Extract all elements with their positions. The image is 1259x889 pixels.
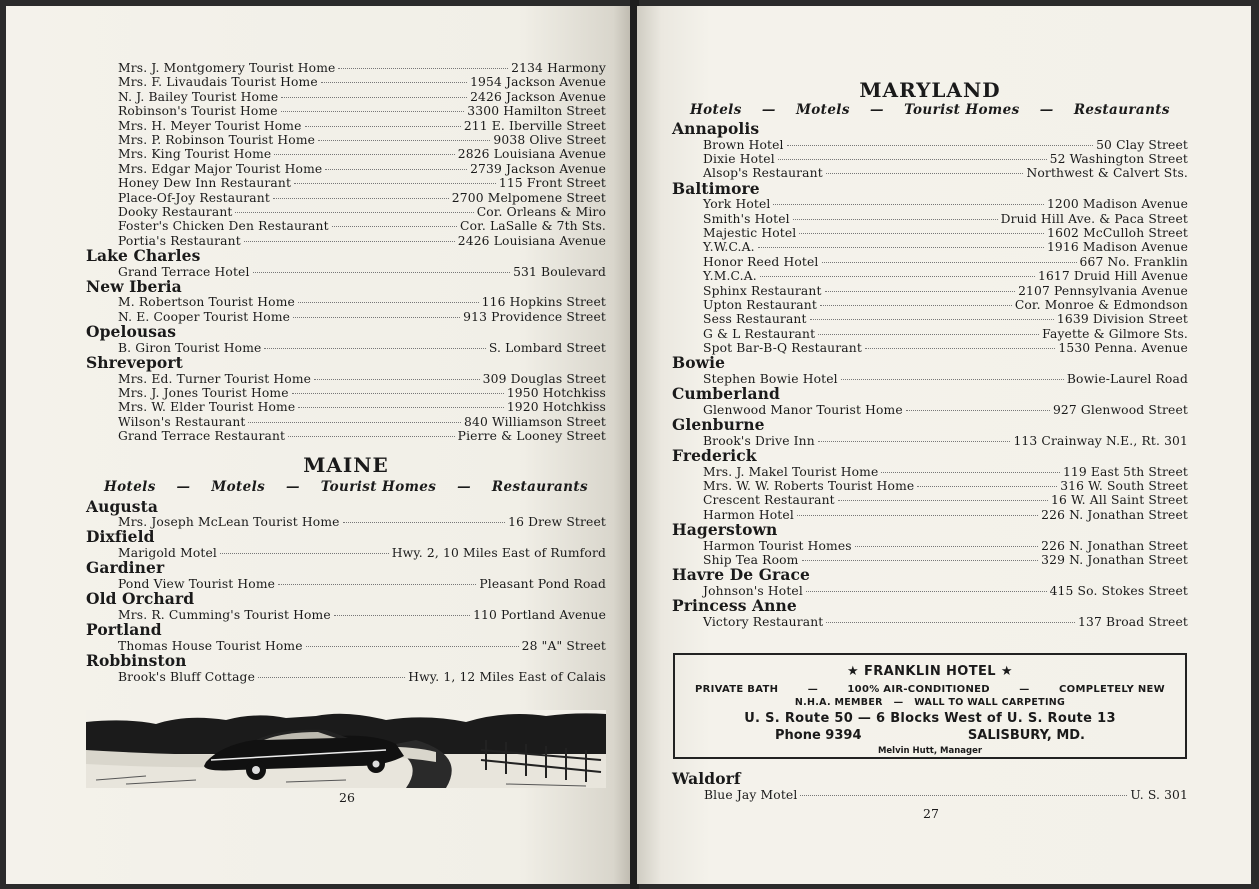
- dot-leader: [343, 522, 506, 523]
- dot-leader: [278, 584, 476, 585]
- new-orleans-continued-list: [86, 61, 606, 248]
- listing-entry: [86, 415, 606, 429]
- listing-entry: [86, 429, 606, 443]
- listing-name: Brown Hotel: [703, 137, 784, 152]
- dot-leader: [760, 276, 1035, 277]
- listing-entry: [672, 615, 1188, 629]
- subhead-item: —: [457, 478, 472, 495]
- category-subheading: [86, 477, 606, 497]
- listing-address: Cor. Monroe & Edmondson: [1014, 297, 1188, 312]
- ad-route-line: U. S. Route 50 — 6 Blocks West of U. S. Route 13: [744, 711, 1116, 726]
- city-heading: Hagerstown: [672, 520, 778, 540]
- listing-entry: [86, 176, 606, 190]
- listing-name: Smith's Hotel: [703, 211, 790, 226]
- listing-entry: [672, 212, 1188, 226]
- left-listing-column: [86, 61, 606, 684]
- dot-leader: [820, 305, 1012, 306]
- listing-name: Foster's Chicken Den Restaurant: [118, 219, 329, 234]
- dot-leader: [818, 441, 1011, 442]
- listing-address: 2107 Pennsylvania Avenue: [1018, 283, 1188, 298]
- listing-name: Honey Dew Inn Restaurant: [118, 176, 292, 191]
- city-heading: Portland: [86, 620, 162, 640]
- listing-address: 110 Portland Avenue: [473, 607, 606, 622]
- city-heading: Annapolis: [672, 119, 760, 138]
- listing-address: 415 So. Stokes Street: [1049, 583, 1188, 598]
- listing-name: G & L Restaurant: [703, 326, 816, 341]
- listing-name: N. E. Cooper Tourist Home: [118, 309, 291, 324]
- listing-address: 16 W. All Saint Street: [1050, 493, 1188, 508]
- dot-leader: [332, 226, 457, 227]
- dot-leader: [264, 348, 485, 349]
- dot-leader: [822, 262, 1077, 263]
- dot-leader: [258, 677, 405, 678]
- listing-name: Mrs. W. Elder Tourist Home: [118, 400, 296, 415]
- listing-name: Place-Of-Joy Restaurant: [118, 190, 270, 205]
- listing-name: Pond View Tourist Home: [118, 576, 276, 591]
- listing-address: 137 Broad Street: [1078, 614, 1188, 629]
- listing-name: Mrs. H. Meyer Tourist Home: [118, 118, 302, 133]
- listing-entry: [86, 219, 606, 233]
- city-heading: Old Orchard: [86, 589, 195, 609]
- dot-leader: [799, 233, 1044, 234]
- franklin-hotel-advertisement: [673, 653, 1187, 759]
- dot-leader: [274, 154, 454, 155]
- listing-name: Marigold Motel: [118, 545, 217, 560]
- dot-leader: [321, 82, 467, 83]
- dot-leader: [273, 198, 449, 199]
- dot-leader: [797, 515, 1038, 516]
- listing-entry: [672, 312, 1188, 326]
- listing-address: 2134 Harmony: [511, 61, 606, 75]
- listing-address: Druid Hill Ave. & Paca Street: [1000, 211, 1188, 226]
- listing-address: 531 Boulevard: [513, 264, 606, 279]
- listing-address: 667 No. Franklin: [1079, 254, 1188, 269]
- dot-leader: [292, 393, 504, 394]
- city-heading: Dixfield: [86, 527, 155, 547]
- dot-leader: [773, 204, 1043, 205]
- dot-leader: [338, 68, 508, 69]
- subhead-item: —: [286, 478, 300, 495]
- listing-name: Grand Terrace Restaurant: [118, 429, 286, 444]
- listing-address: 115 Front Street: [498, 176, 606, 191]
- subhead-item: Hotels: [690, 102, 742, 118]
- left-page: [6, 6, 632, 884]
- listing-name: Portia's Restaurant: [118, 233, 241, 248]
- listing-name: Blue Jay Motel: [704, 787, 798, 802]
- listing-entry: [86, 191, 606, 205]
- dot-leader: [305, 126, 461, 127]
- listing-entry: [86, 608, 606, 622]
- listing-entry: [672, 269, 1188, 283]
- listing-address: S. Lombard Street: [488, 340, 606, 355]
- listing-name: Harmon Hotel: [703, 507, 794, 522]
- listing-name: Honor Reed Hotel: [703, 254, 819, 269]
- listing-entry: [672, 788, 1188, 802]
- ad-amenities-line: [675, 684, 1185, 695]
- listing-address: Cor. Orleans & Miro: [476, 204, 606, 219]
- dot-leader: [855, 546, 1038, 547]
- listing-address: 28 "A" Street: [521, 638, 606, 653]
- listing-entry: [672, 284, 1188, 298]
- listing-entry: [86, 546, 606, 560]
- ad-amenity: 100% AIR-CONDITIONED: [847, 684, 990, 695]
- city-heading: New Iberia: [86, 276, 182, 296]
- listing-address: Pierre & Looney Street: [457, 429, 606, 444]
- listing-name: Alsop's Restaurant: [703, 166, 823, 181]
- listing-name: B. Giron Tourist Home: [118, 340, 262, 355]
- listing-entry: [672, 197, 1188, 211]
- listing-entry: [672, 327, 1188, 341]
- listing-name: Spot Bar-B-Q Restaurant: [703, 341, 862, 356]
- subhead-item: Motels: [211, 478, 266, 495]
- subhead-item: Motels: [795, 102, 850, 118]
- listing-name: Upton Restaurant: [703, 297, 817, 312]
- dot-leader: [758, 247, 1044, 248]
- listing-name: Thomas House Tourist Home: [118, 638, 303, 653]
- listing-name: Glenwood Manor Tourist Home: [703, 402, 903, 417]
- listing-address: 2826 Louisiana Avenue: [457, 147, 606, 162]
- dot-leader: [917, 486, 1057, 487]
- listing-name: M. Robertson Tourist Home: [118, 295, 295, 310]
- city-heading: Robbinston: [86, 651, 187, 671]
- dot-leader: [325, 169, 467, 170]
- dot-leader: [306, 646, 519, 647]
- dot-leader: [793, 219, 998, 220]
- subhead-item: Tourist Homes: [904, 102, 1020, 118]
- dot-leader: [881, 472, 1060, 473]
- dot-leader: [865, 348, 1055, 349]
- listing-name: Wilson's Restaurant: [118, 414, 246, 429]
- listing-address: 113 Crainway N.E., Rt. 301: [1013, 433, 1188, 448]
- ad-city: SALISBURY, MD.: [967, 728, 1085, 743]
- listing-name: Mrs. W. W. Roberts Tourist Home: [703, 479, 915, 494]
- city-heading: Frederick: [672, 446, 757, 466]
- listing-address: 1950 Hotchkiss: [506, 386, 606, 401]
- ad-amenity: —: [807, 684, 819, 695]
- listing-name: Harmon Tourist Homes: [703, 538, 852, 553]
- listing-name: Sess Restaurant: [703, 312, 807, 327]
- listing-entry: [672, 341, 1188, 355]
- listing-name: Mrs. J. Montgomery Tourist Home: [118, 61, 336, 75]
- dot-leader: [838, 500, 1048, 501]
- listing-entry: [86, 515, 606, 529]
- listing-address: 3300 Hamilton Street: [467, 104, 606, 119]
- listing-entry: [86, 295, 606, 309]
- listing-entry: [672, 539, 1188, 553]
- dot-leader: [825, 291, 1015, 292]
- listing-name: Johnson's Hotel: [703, 583, 803, 598]
- listing-address: 329 N. Jonathan Street: [1041, 553, 1188, 568]
- listing-name: Mrs. Edgar Major Tourist Home: [118, 161, 323, 176]
- listing-address: 913 Providence Street: [463, 309, 606, 324]
- listing-name: York Hotel: [703, 197, 771, 212]
- city-heading: Baltimore: [672, 178, 760, 198]
- city-heading: Glenburne: [672, 415, 765, 435]
- listing-entry: [86, 372, 606, 386]
- city-heading: Waldorf: [672, 769, 741, 788]
- listing-address: Fayette & Gilmore Sts.: [1042, 326, 1188, 341]
- listing-name: Dixie Hotel: [703, 151, 775, 166]
- dot-leader: [314, 379, 480, 380]
- city-heading: Princess Anne: [672, 596, 797, 616]
- listing-entry: [86, 162, 606, 176]
- listing-name: Mrs. Ed. Turner Tourist Home: [118, 371, 312, 386]
- dot-leader: [826, 173, 1024, 174]
- listing-entry: [672, 465, 1188, 479]
- listing-address: Pleasant Pond Road: [479, 576, 606, 591]
- listing-name: Mrs. J. Makel Tourist Home: [703, 464, 879, 479]
- dot-leader: [298, 407, 504, 408]
- dot-leader: [298, 302, 479, 303]
- dot-leader: [778, 159, 1047, 160]
- listing-address: 226 N. Jonathan Street: [1041, 538, 1188, 553]
- dot-leader: [318, 140, 490, 141]
- listing-name: Sphinx Restaurant: [703, 283, 822, 298]
- listing-address: 2700 Melpomene Street: [451, 190, 606, 205]
- listing-name: Crescent Restaurant: [703, 493, 835, 508]
- listing-entry: [86, 119, 606, 133]
- listing-address: Cor. LaSalle & 7th Sts.: [460, 219, 606, 234]
- listing-address: 1639 Division Street: [1056, 312, 1188, 327]
- maryland-cities: [672, 121, 1188, 629]
- listing-address: Hwy. 2, 10 Miles East of Rumford: [391, 545, 606, 560]
- listing-entry: [672, 152, 1188, 166]
- subhead-item: Restaurants: [491, 478, 588, 495]
- listing-address: 316 W. South Street: [1060, 479, 1188, 494]
- dot-leader: [244, 241, 455, 242]
- listing-address: 1602 McCulloh Street: [1047, 225, 1188, 240]
- dot-leader: [288, 436, 455, 437]
- ad-amenity: COMPLETELY NEW: [1059, 684, 1165, 695]
- listing-name: Mrs. P. Robinson Tourist Home: [118, 132, 316, 147]
- listing-address: 1916 Madison Avenue: [1046, 240, 1188, 255]
- listing-entry: [672, 255, 1188, 269]
- subhead-item: Tourist Homes: [320, 478, 437, 495]
- listing-name: Stephen Bowie Hotel: [703, 371, 838, 386]
- listing-address: 927 Glenwood Street: [1052, 402, 1188, 417]
- right-page: [637, 6, 1251, 884]
- listing-address: 226 N. Jonathan Street: [1041, 507, 1188, 522]
- listing-address: 309 Douglas Street: [482, 371, 606, 386]
- page-number-left: 26: [339, 790, 355, 805]
- listing-name: Robinson's Tourist Home: [118, 104, 278, 119]
- category-subheading: [672, 102, 1188, 119]
- listing-name: Mrs. J. Jones Tourist Home: [118, 386, 289, 401]
- dot-leader: [841, 379, 1064, 380]
- car-road-illustration: [86, 710, 606, 788]
- dot-leader: [248, 422, 461, 423]
- listing-entry: [86, 147, 606, 161]
- city-heading: Bowie: [672, 353, 726, 373]
- dot-leader: [906, 410, 1050, 411]
- listing-name: Ship Tea Room: [703, 553, 799, 568]
- dot-leader: [293, 317, 460, 318]
- listing-address: 1200 Madison Avenue: [1046, 197, 1188, 212]
- listing-address: 50 Clay Street: [1096, 137, 1188, 152]
- subhead-item: —: [176, 478, 191, 495]
- listing-entry: [86, 61, 606, 75]
- listing-address: 1954 Jackson Avenue: [470, 75, 606, 90]
- listing-name: Brook's Drive Inn: [703, 433, 815, 448]
- listing-address: 1617 Druid Hill Avenue: [1037, 269, 1188, 284]
- listing-address: 1530 Penna. Avenue: [1058, 341, 1188, 356]
- listing-address: 2426 Jackson Avenue: [470, 89, 606, 104]
- right-listing-column: [672, 78, 1188, 629]
- dot-leader: [235, 212, 473, 213]
- dot-leader: [800, 795, 1127, 796]
- ad-amenity: —: [1019, 684, 1030, 695]
- state-heading-maine: MAINE: [303, 452, 389, 477]
- listing-name: Mrs. R. Cumming's Tourist Home: [118, 607, 331, 622]
- dot-leader: [810, 319, 1054, 320]
- listing-address: 116 Hopkins Street: [481, 295, 606, 310]
- listing-entry: [86, 90, 606, 104]
- listing-name: Victory Restaurant: [703, 614, 824, 629]
- ad-amenity: PRIVATE BATH: [695, 684, 779, 695]
- listing-entry: [86, 386, 606, 400]
- city-heading: Augusta: [86, 496, 159, 516]
- subhead-item: Hotels: [104, 478, 156, 495]
- dot-leader: [294, 183, 496, 184]
- waldorf-listing: [672, 771, 1188, 802]
- listing-address: Northwest & Calvert Sts.: [1026, 166, 1188, 181]
- ad-contact-line: [675, 728, 1185, 743]
- city-heading: Lake Charles: [86, 246, 201, 266]
- listing-entry: [86, 400, 606, 414]
- listing-entry: [672, 226, 1188, 240]
- ad-manager: Melvin Hutt, Manager: [877, 746, 983, 756]
- listing-entry: [86, 670, 606, 684]
- city-heading: Gardiner: [86, 558, 165, 578]
- listing-name: Dooky Restaurant: [118, 204, 233, 219]
- listing-entry: [86, 133, 606, 147]
- dot-leader: [220, 553, 389, 554]
- listing-name: Mrs. Joseph McLean Tourist Home: [118, 515, 340, 530]
- listing-entry: [672, 493, 1188, 507]
- subhead-item: —: [1039, 102, 1054, 118]
- maine-cities: [86, 496, 606, 684]
- listing-address: Bowie-Laurel Road: [1066, 371, 1188, 386]
- louisiana-cities: [86, 248, 606, 444]
- listing-entry: [86, 75, 606, 89]
- listing-address: 840 Williamson Street: [464, 414, 606, 429]
- listing-name: Grand Terrace Hotel: [118, 264, 250, 279]
- listing-name: Mrs. F. Livaudais Tourist Home: [118, 75, 318, 90]
- listing-address: 119 East 5th Street: [1062, 464, 1188, 479]
- listing-name: Majestic Hotel: [703, 225, 797, 240]
- subhead-item: Restaurants: [1073, 102, 1170, 118]
- listing-name: Mrs. King Tourist Home: [118, 147, 272, 162]
- listing-address: 16 Drew Street: [508, 515, 606, 530]
- page-number-right: 27: [923, 806, 939, 821]
- listing-address: 52 Washington Street: [1049, 151, 1188, 166]
- city-heading: Opelousas: [86, 322, 177, 342]
- city-heading: Cumberland: [672, 384, 780, 404]
- ad-membership-line: N.H.A. MEMBER — WALL TO WALL CARPETING: [794, 697, 1066, 708]
- dot-leader: [281, 97, 467, 98]
- listing-name: Y.W.C.A.: [703, 240, 755, 255]
- listing-address: 211 E. Iberville Street: [463, 118, 606, 133]
- listing-entry: [672, 298, 1188, 312]
- listing-entry: [672, 479, 1188, 493]
- ad-phone: Phone 9394: [775, 728, 862, 743]
- dot-leader: [334, 615, 470, 616]
- listing-address: U. S. 301: [1130, 787, 1188, 802]
- listing-address: Hwy. 1, 12 Miles East of Calais: [408, 669, 606, 684]
- dot-leader: [281, 111, 465, 112]
- listing-address: 2739 Jackson Avenue: [470, 161, 606, 176]
- state-heading-maryland: MARYLAND: [859, 78, 1001, 102]
- listing-address: 1920 Hotchkiss: [506, 400, 606, 415]
- listing-address: 2426 Louisiana Avenue: [457, 233, 606, 248]
- dot-leader: [806, 591, 1047, 592]
- listing-address: 9038 Olive Street: [493, 132, 606, 147]
- dot-leader: [818, 334, 1039, 335]
- subhead-item: —: [870, 102, 884, 118]
- listing-name: Brook's Bluff Cottage: [118, 669, 255, 684]
- dot-leader: [253, 272, 511, 273]
- listing-entry: [86, 205, 606, 219]
- dot-leader: [787, 145, 1093, 146]
- listing-name: Y.M.C.A.: [703, 269, 757, 284]
- dot-leader: [826, 622, 1075, 623]
- subhead-item: —: [761, 102, 776, 118]
- dot-leader: [802, 560, 1039, 561]
- ad-hotel-name: ★ FRANKLIN HOTEL ★: [847, 664, 1013, 679]
- city-heading: Havre De Grace: [672, 565, 810, 585]
- listing-entry: [86, 104, 606, 118]
- listing-entry: [672, 138, 1188, 152]
- listing-name: N. J. Bailey Tourist Home: [118, 89, 279, 104]
- city-heading: Shreveport: [86, 353, 183, 373]
- listing-entry: [672, 240, 1188, 254]
